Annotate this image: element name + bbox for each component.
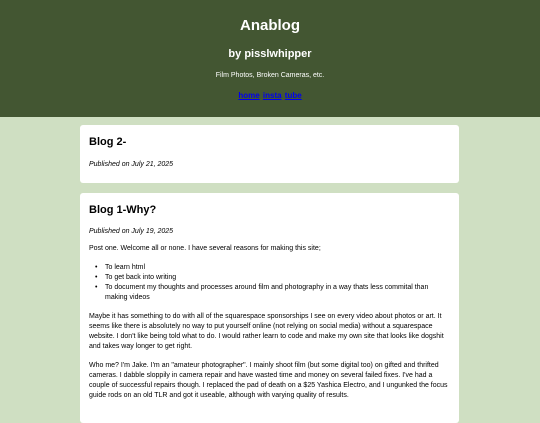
post-date: Published on July 19, 2025 [89,228,174,235]
post-card [80,125,459,183]
main-nav [0,91,540,101]
post-title: Blog 2- [89,136,127,148]
post-paragraph: Who me? I'm Jake. I'm an "amateur photographer". I mainly shoot film (but some digital too) on gifted and thrifted cameras. I dabble sloppily in camera repair and have wasted time and money on several failed fixes. I've had a couple of successful repairs though. I replaced the pad of death on a $25 Yashica Electro, and I ungunked the focus guide rods on an old TLR and got it useable, although with varying quality of results. [89,362,448,399]
list-item: • To get back into writing [89,273,450,283]
site-author: by pisslwhipper [228,48,312,60]
site-header [0,0,540,117]
post-paragraph: Maybe it has something to do with all of the squarespace sponsorships I see on every video about photos or art. It seems like there is absolutely no way to put yourself online (not relying on social media) without a squarespace website. I don't like being told what to do. I would rather learn to code and make my own site that looks like dogshit and takes way longer to get right. [89,313,444,350]
post-list [89,263,450,303]
nav-link-tube[interactable]: tube [284,91,302,100]
site-tagline: Film Photos, Broken Cameras, etc. [215,72,325,79]
list-item: • To document my thoughts and processes around film and photography in a way thats less commital than making videos [89,283,450,303]
post-title: Blog 1-Why? [89,204,157,216]
post-card [80,193,459,423]
nav-link-insta[interactable]: insta [262,91,282,100]
post-paragraph: Post one. Welcome all or none. I have several reasons for making this site; [89,245,321,252]
list-item: • To learn html [89,263,450,273]
site-title: Anablog [240,17,300,34]
post-date: Published on July 21, 2025 [89,161,174,168]
nav-link-home[interactable]: home [238,91,260,100]
